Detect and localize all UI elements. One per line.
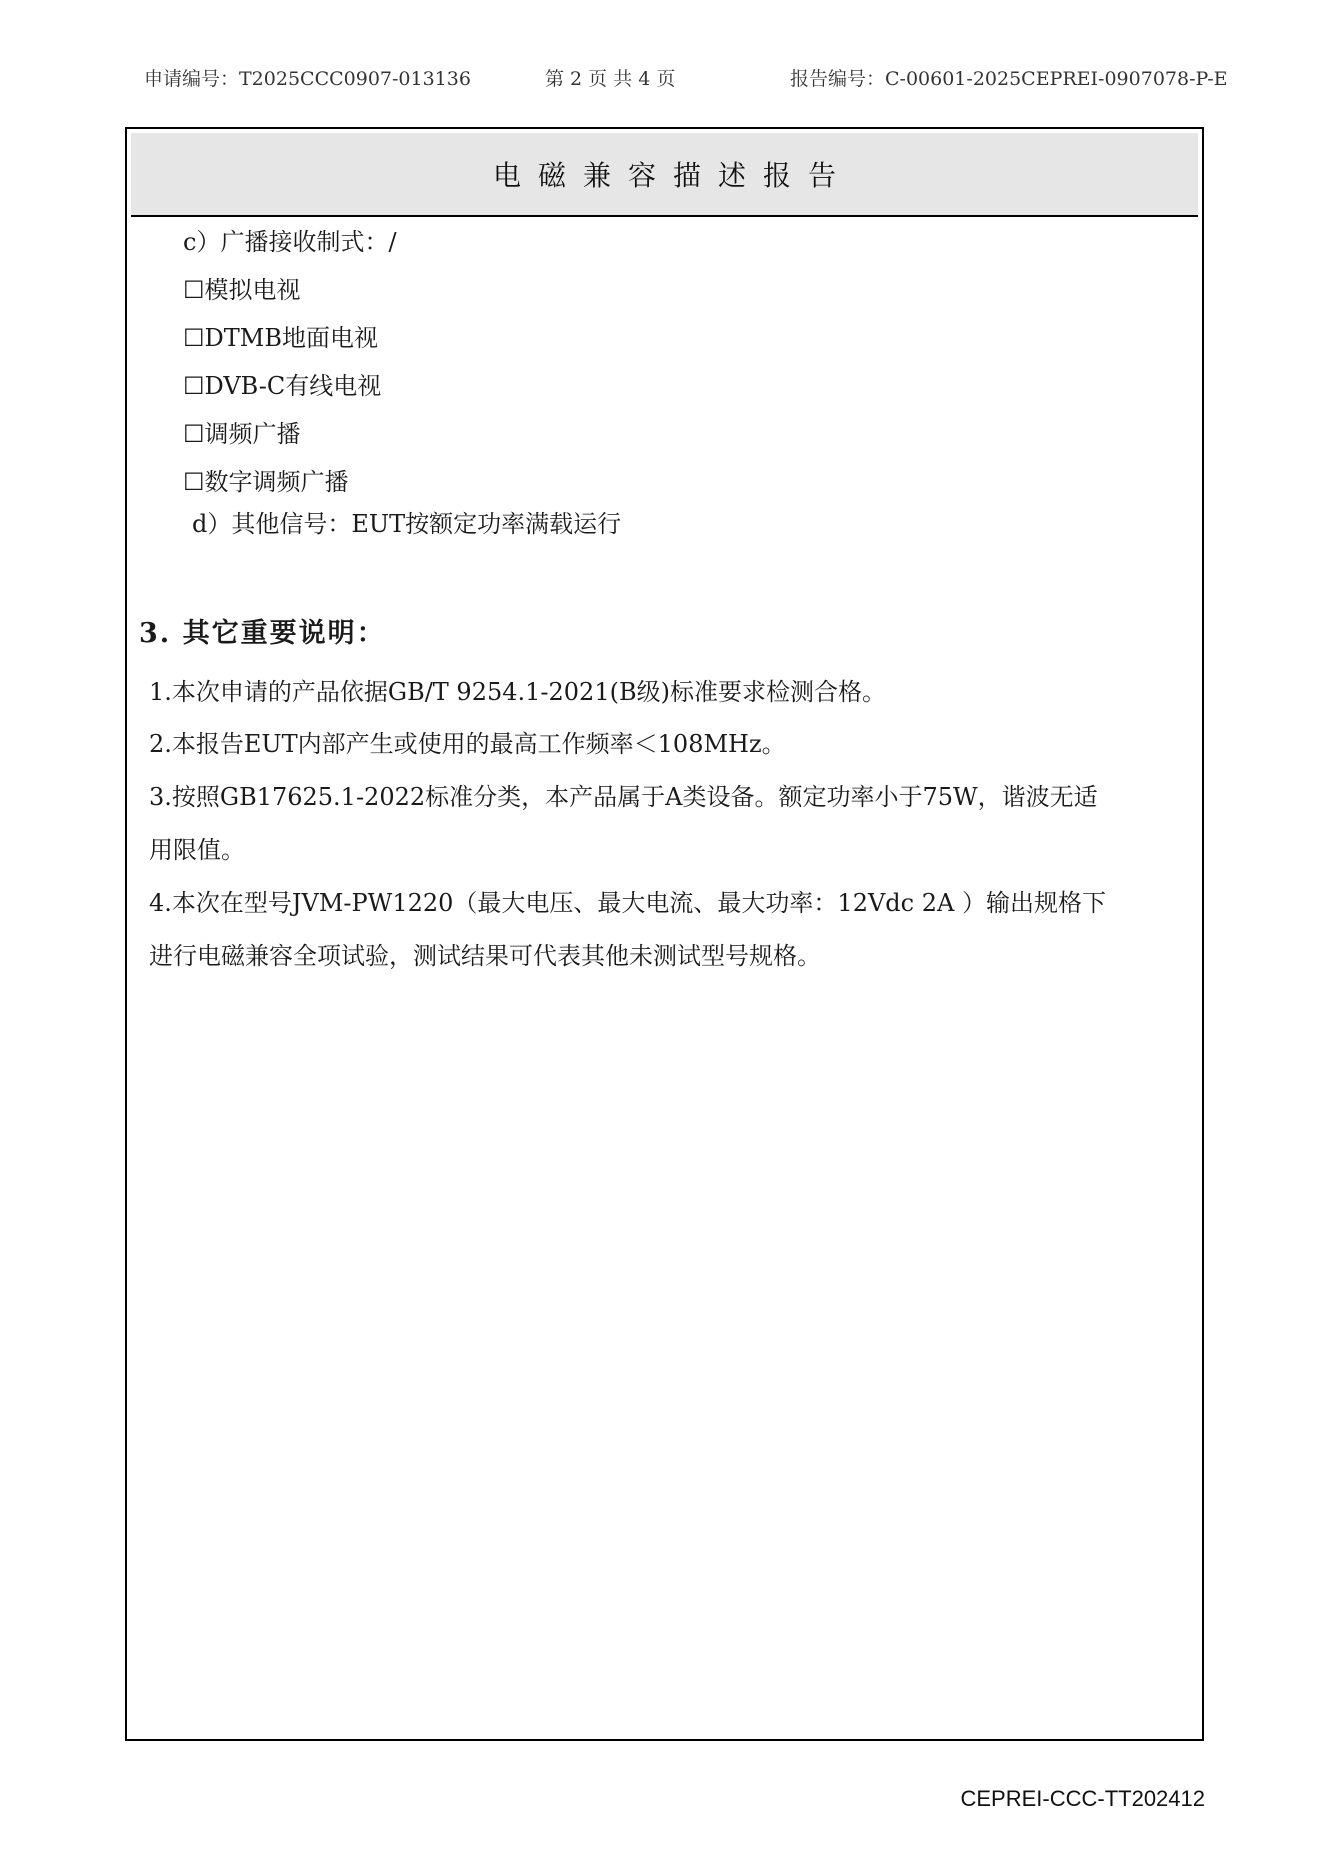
page-indicator: 第 2 页 共 4 页 [545, 68, 676, 90]
title-bar [131, 133, 1198, 217]
report-number: 报告编号：C-00601-2025CEPREI-0907078-P-E [790, 68, 1228, 90]
broadcast-mode-label: c）广播接收制式：/ [183, 228, 397, 256]
note-line-3-cont: 用限值。 [149, 836, 245, 864]
note-line-1: 1.本次申请的产品依据GB/T 9254.1-2021(B级)标准要求检测合格。 [149, 678, 886, 706]
checkbox-digital-fm-radio: ☐数字调频广播 [183, 468, 349, 496]
other-signal-line: d）其他信号：EUT按额定功率满载运行 [192, 510, 622, 538]
checkbox-dvbc-tv: ☐DVB-C有线电视 [183, 372, 382, 400]
checkbox-dtmb-tv: ☐DTMB地面电视 [183, 324, 378, 352]
note-line-4: 4.本次在型号JVM-PW1220（最大电压、最大电流、最大功率：12Vdc 2A ）输出规格下 [149, 889, 1106, 917]
note-line-2: 2.本报告EUT内部产生或使用的最高工作频率＜108MHz。 [149, 730, 786, 758]
note-line-3: 3.按照GB17625.1-2022标准分类，本产品属于A类设备。额定功率小于75W，谐波无适 [149, 783, 1098, 811]
checkbox-analog-tv: ☐模拟电视 [183, 276, 301, 304]
report-title: 电磁兼容描述报告 [492, 159, 853, 192]
section3-heading: 3. 其它重要说明： [139, 618, 386, 649]
note-line-4-cont: 进行电磁兼容全项试验，测试结果可代表其他未测试型号规格。 [149, 942, 821, 970]
checkbox-fm-radio: ☐调频广播 [183, 420, 301, 448]
form-code: CEPREI-CCC-TT202412 [960, 1786, 1205, 1811]
application-number: 申请编号：T2025CCC0907-013136 [144, 68, 471, 90]
